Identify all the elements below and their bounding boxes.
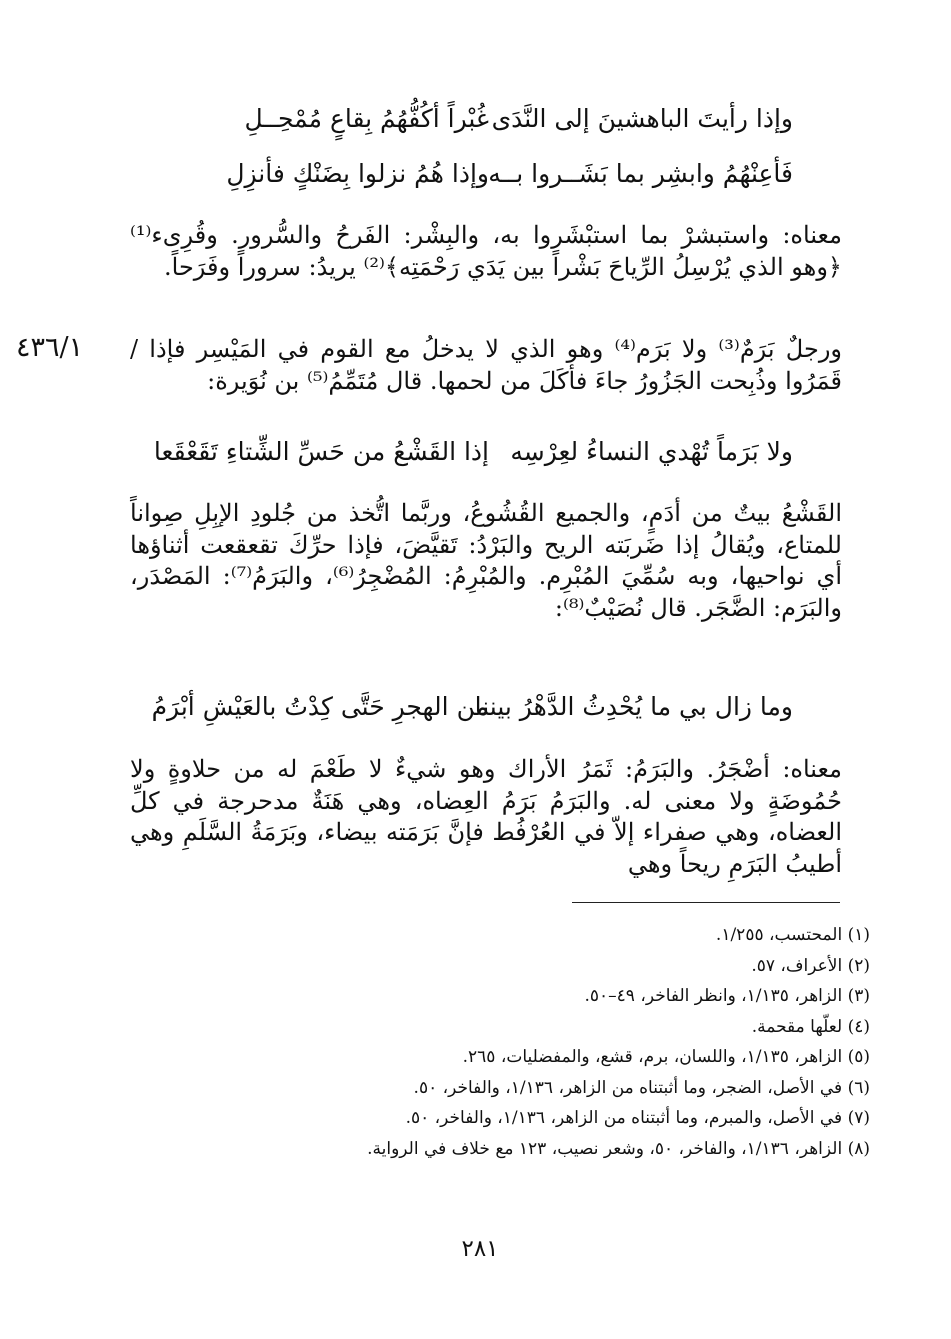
- footnote-8: (٨) الزاهر، ١/١٣٦، والفاخر، ٥٠، وشعر نصيب، ١٢٣ مع خلاف في الرواية.: [367, 1138, 870, 1159]
- verse-line-1-first-hemistich: وإذا رأيتَ الباهشينَ إلى النَّدَى: [491, 104, 793, 133]
- footnote-3: (٣) الزاهر، ١/١٣٥، وانظر الفاخر، ٤٩–٥٠.: [584, 986, 870, 1006]
- footnote-5: (٥) الزاهر، ١/١٣٥، واللسان، برم، قشع، والمفضليات، ٢٦٥.: [462, 1047, 870, 1067]
- commentary-paragraph-4: [130, 754, 842, 880]
- commentary-paragraph-2: [130, 334, 842, 397]
- verse-line-2-second-hemistich: وإذا هُمُ نزلوا بِضَنْكٍ فأنزِلِ: [226, 159, 489, 188]
- margin-page-reference: ٤٣٦/١: [16, 332, 84, 363]
- paragraph-text: القَشْعُ بيتٌ من أدَمٍ، والجميع القُشُوعُ، وربَّما اتُّخذ من جُلودِ الإبِلِ صِواناً للمتاع، ويُقالُ إذا ضَربَته الريح والبَرْدُ: تَقيَّضَ، فإذا حرِّكَ تقعقعت أثناؤها أي نواحيها، وبه سُمِّيَ المُبْرِم. والمُبْرِمُ: المُضْجِرُ⁽⁶⁾، والبَرَمُ⁽⁷⁾: المَصْدَر، والبَرَم: الضَّجَر. قال نُصَيْبٌ⁽⁸⁾:: [130, 499, 843, 622]
- footnote-4: (٤) لعلّها مقحمة.: [751, 1016, 870, 1037]
- paragraph-text: ورجلٌ بَرَمٌ⁽³⁾ ولا بَرَم⁽⁴⁾ وهو الذي لا يدخلُ مع القوم في المَيْسِر فإذا / قَمَرُوا وذُبِحت الجَزُورُ جاءَ فأكَلَ من لحمها. قال مُتَمِّمُ⁽⁵⁾ بن نُوَيرة:: [130, 335, 842, 395]
- verse-line-1-second-hemistich: غُبْراً أكُفُّهُمُ بِقاعٍ مُمْحِــلِ: [244, 104, 489, 133]
- footnotes: [250, 920, 870, 1164]
- commentary-paragraph-3: [130, 498, 842, 624]
- footnote-1: (١) المحتسب، ١/٢٥٥.: [715, 925, 870, 945]
- paragraph-text: معناه: أضْجَرُ. والبَرَمُ: ثَمَرُ الأراك وهو شيءٌ لا طَعْمَ له من حلاوةٍ ولا حُمُوضَةٍ ولا معنى له. والبَرَمُ بَرَمُ العِضاه، وهي هَنَةٌ مدحرجة في كلِّ العضاه، وهي صفراء إلاّ في العُرْفُط فإنَّ بَرَمَته بيضاء، وبَرَمَةُ السَّلَمِ وهي أطيبُ البَرَمِ ريحاً وهي: [130, 755, 842, 878]
- footnote-separator: [572, 902, 840, 903]
- verse-line-3-first-hemistich: ولا بَرَماً تُهْدي النساءُ لعِرْسِه: [510, 437, 793, 466]
- verse-line-4-second-hemistich: من الهجرِ حَتَّى كِدْتُ بالعَيْشِ أبْرَمُ: [151, 692, 489, 721]
- paragraph-text: معناه: واستبشرْ بما استبْشَروا به، والبِشْر: الفَرحُ والسُّرور. وقُرِىء⁽¹⁾ ﴿وهو الذي يُرْسِلُ الرِّياحَ بَشْراً بين يَدَي رَحْمَتِه﴾⁽²⁾ يريدُ: سروراً وفَرَحاً.: [130, 221, 842, 281]
- verse-line-3-second-hemistich: إذا القَشْعُ من حَسِّ الشِّتاءِ تَقَعْقَعا: [153, 437, 489, 466]
- verse-line-4-first-hemistich: وما زال بي ما يُحْدِثُ الدَّهْرُ بيننا: [474, 692, 793, 721]
- footnote-6: (٦) في الأصل، الضجر، وما أثبتناه من الزاهر، ١/١٣٦، والفاخر، ٥٠.: [413, 1077, 870, 1098]
- footnote-7: (٧) في الأصل، والمبرم، وما أثبتناه من الزاهر، ١/١٣٦، والفاخر، ٥٠.: [405, 1108, 870, 1128]
- commentary-paragraph-1: [130, 220, 842, 283]
- page-number: ٢٨١: [461, 1236, 499, 1262]
- verse-line-2-first-hemistich: فَأعِنْهُمُ وابشِر بما بَشَــروا بــه: [488, 159, 793, 188]
- footnote-2: (٢) الأعراف، ٥٧.: [751, 955, 870, 976]
